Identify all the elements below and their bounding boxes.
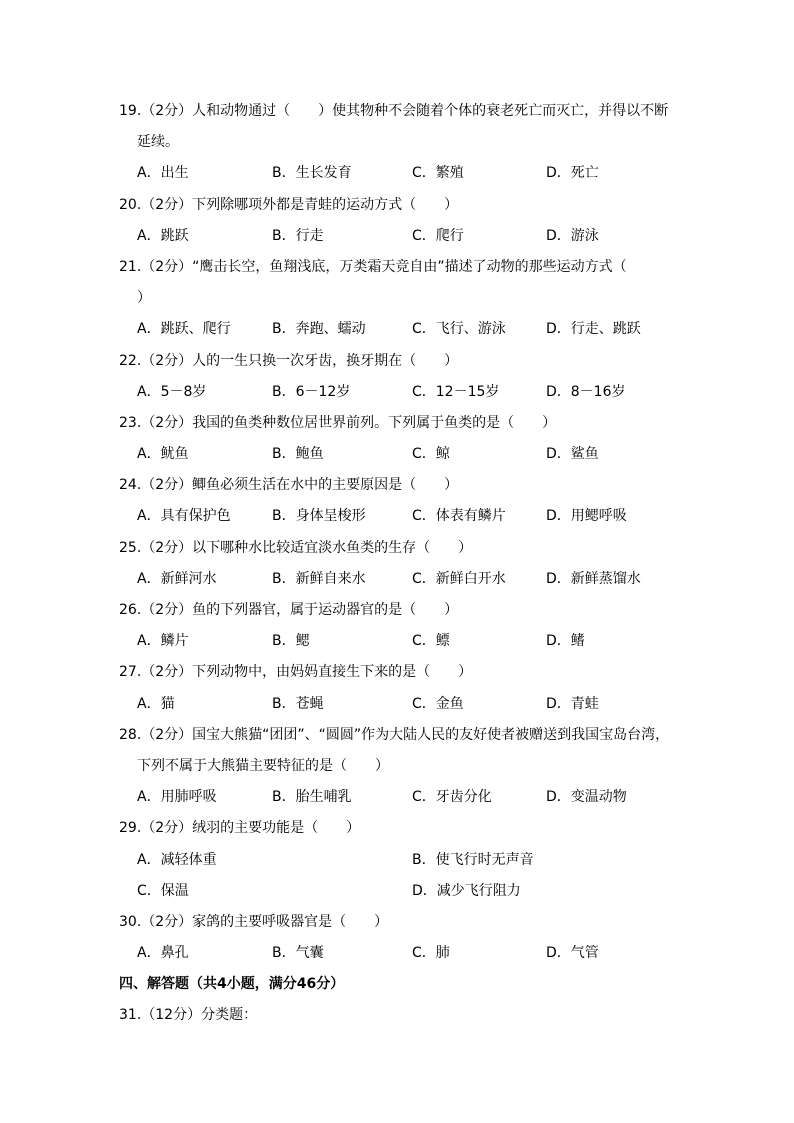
answer-option: B．奔跑、蠕动 (272, 321, 366, 338)
answer-option: C．繁殖 (412, 165, 464, 182)
answer-option: B．鲍鱼 (272, 446, 324, 463)
answer-option: A．新鲜河水 (137, 570, 217, 587)
question-stem: 22.（2分）人的一生只换一次牙齿，换牙期在（ ） (119, 352, 459, 369)
exam-page (119, 96, 679, 1032)
question-stem: 20.（2分）下列除哪项外都是青蛙的运动方式（ ） (119, 196, 459, 213)
options-row (119, 158, 679, 189)
answer-option: A．用肺呼吸 (137, 789, 217, 806)
question-stem: 28.（2分）国宝大熊猫“团团”、“圆圆”作为大陆人民的友好使者被赠送到我国宝岛台湾， (119, 726, 670, 743)
answer-option: C．鳔 (412, 633, 450, 650)
options-row (119, 439, 679, 470)
answer-option: D．行走、跳跃 (546, 321, 641, 338)
options-row (119, 564, 679, 595)
answer-option: B．生长发育 (272, 165, 352, 182)
answer-option: B．胎生哺乳 (272, 789, 352, 806)
answer-option: A．跳跃 (137, 227, 189, 244)
options-row (119, 845, 679, 876)
question-stem: 26.（2分）鱼的下列器官，属于运动器官的是（ ） (119, 602, 459, 618)
options-row (119, 689, 679, 720)
options-row (119, 377, 679, 408)
answer-option: C．新鲜白开水 (412, 570, 506, 587)
answer-option: A．具有保护色 (137, 508, 231, 525)
answer-option: B．苍蝇 (272, 695, 324, 712)
answer-option: C．爬行 (412, 227, 464, 244)
options-row (119, 221, 679, 252)
answer-option: A．猫 (137, 695, 175, 712)
options-row (119, 938, 679, 969)
answer-option: B．行走 (272, 227, 324, 244)
question-stem: 延续。 (137, 134, 179, 151)
question-stem: 19.（2分）人和动物通过（ ）使其物种不会随着个体的衰老死亡而灭亡，并得以不断 (119, 103, 669, 119)
answer-option: D．减少飞行阻力 (412, 882, 521, 899)
answer-option: A．5－8岁 (137, 383, 207, 400)
answer-option: B．使飞行时无声音 (412, 851, 534, 868)
options-row (119, 501, 679, 532)
options-row (119, 876, 679, 907)
answer-option: D．鳍 (546, 633, 585, 650)
answer-option: C．肺 (412, 945, 450, 962)
question-stem: 29.（2分）绒羽的主要功能是（ ） (119, 820, 361, 837)
answer-option: D．新鲜蒸馏水 (546, 570, 641, 587)
answer-option: A．鼻孔 (137, 945, 189, 962)
answer-option: B．身体呈梭形 (272, 508, 366, 525)
answer-option: D．游泳 (546, 227, 599, 244)
section-heading: 四、解答题（共4小题，满分46分） (119, 976, 345, 993)
answer-option: A．跳跃、爬行 (137, 321, 231, 338)
question-stem: 23.（2分）我国的鱼类种数位居世界前列。下列属于鱼类的是（ ） (119, 414, 557, 431)
answer-option: C．12－15岁 (412, 383, 500, 400)
answer-option: A．出生 (137, 165, 189, 182)
question-stem: 30.（2分）家鸽的主要呼吸器官是（ ） (119, 913, 389, 930)
answer-option: C．保温 (137, 882, 189, 899)
answer-option: B．6－12岁 (272, 383, 351, 400)
answer-option: A．鳞片 (137, 633, 189, 650)
options-row (119, 314, 679, 345)
answer-option: B．新鲜自来水 (272, 570, 366, 587)
answer-option: D．气管 (546, 945, 599, 962)
answer-option: A．鱿鱼 (137, 446, 189, 463)
answer-option: D．鲨鱼 (546, 446, 599, 463)
answer-option: B．气囊 (272, 945, 324, 962)
answer-option: D．8－16岁 (546, 383, 626, 400)
answer-option: D．死亡 (546, 165, 599, 182)
answer-option: D．青蛙 (546, 695, 599, 712)
options-row (119, 626, 679, 657)
answer-option: D．用鳃呼吸 (546, 508, 627, 525)
question-stem: 27.（2分）下列动物中，由妈妈直接生下来的是（ ） (119, 664, 473, 681)
question-stem: 25.（2分）以下哪种水比较适宜淡水鱼类的生存（ ） (119, 539, 473, 556)
question-stem: 31.（12分）分类题： (119, 1007, 258, 1024)
question-stem: ） (137, 290, 151, 307)
answer-option: C．鲸 (412, 446, 450, 463)
question-stem: 24.（2分）鲫鱼必须生活在水中的主要原因是（ ） (119, 477, 459, 494)
question-stem: 下列不属于大熊猫主要特征的是（ ） (137, 757, 389, 774)
options-row (119, 782, 679, 813)
answer-option: B．鳃 (272, 633, 310, 650)
answer-option: C．牙齿分化 (412, 789, 492, 806)
question-stem: 21.（2分）“鹰击长空，鱼翔浅底，万类霜天竞自由”描述了动物的那些运动方式（ (119, 258, 627, 275)
answer-option: A．减轻体重 (137, 851, 217, 868)
answer-option: D．变温动物 (546, 789, 627, 806)
answer-option: C．金鱼 (412, 695, 464, 712)
answer-option: C．飞行、游泳 (412, 321, 506, 338)
answer-option: C．体表有鳞片 (412, 508, 506, 525)
